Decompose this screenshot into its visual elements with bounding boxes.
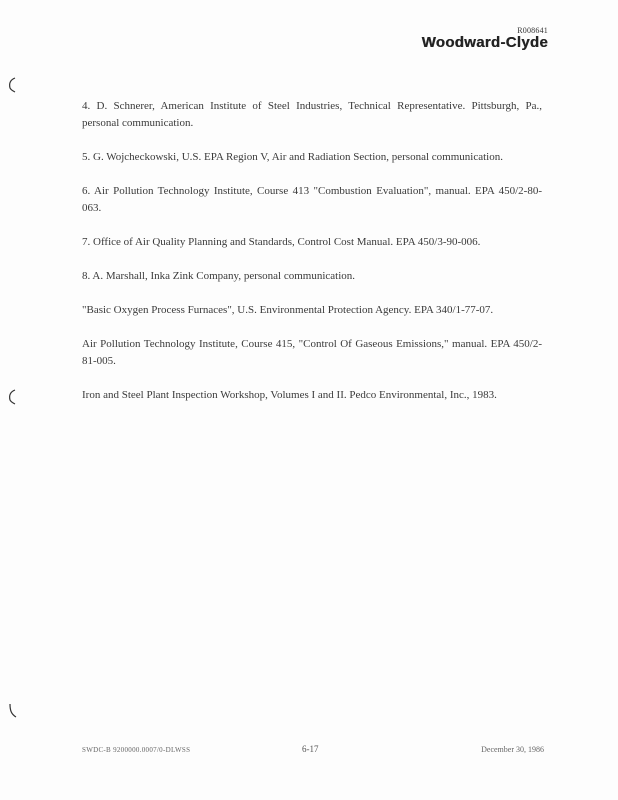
reference-item: Air Pollution Technology Institute, Course 415, "Control Of Gaseous Emissions," manual. EPA 450/2-81-005. <box>82 338 542 367</box>
reference-item: 5. G. Wojcheckowski, U.S. EPA Region V, Air and Radiation Section, personal communication. <box>82 151 503 163</box>
document-id: R008641 <box>517 26 548 35</box>
reference-item: "Basic Oxygen Process Furnaces", U.S. Environmental Protection Agency. EPA 340/1-77-07. <box>82 304 494 316</box>
company-logo-text: Woodward-Clyde <box>421 34 548 51</box>
binder-hole-icon <box>7 76 17 94</box>
binder-hole-icon <box>7 702 17 720</box>
reference-item: 7. Office of Air Quality Planning and Standards, Control Cost Manual. EPA 450/3-90-006. <box>82 236 481 248</box>
reference-item: 4. D. Schnerer, American Institute of Steel Industries, Technical Representative. Pittsburgh, Pa., personal communication. <box>82 100 542 129</box>
reference-item: 6. Air Pollution Technology Institute, Course 413 "Combustion Evaluation", manual. EPA 450/2-80-063. <box>82 185 542 214</box>
page-number: 6-17 <box>302 744 319 754</box>
footer-date: December 30, 1986 <box>481 745 544 754</box>
reference-list <box>82 98 542 404</box>
reference-item: Iron and Steel Plant Inspection Workshop, Volumes I and II. Pedco Environmental, Inc., 1983. <box>82 389 497 401</box>
footer-file-code: SWDC-B 9200000.0007/0-DLWSS <box>82 746 191 754</box>
page-footer <box>82 744 544 756</box>
reference-item: 8. A. Marshall, Inka Zink Company, personal communication. <box>82 270 356 282</box>
binder-hole-icon <box>7 388 17 406</box>
